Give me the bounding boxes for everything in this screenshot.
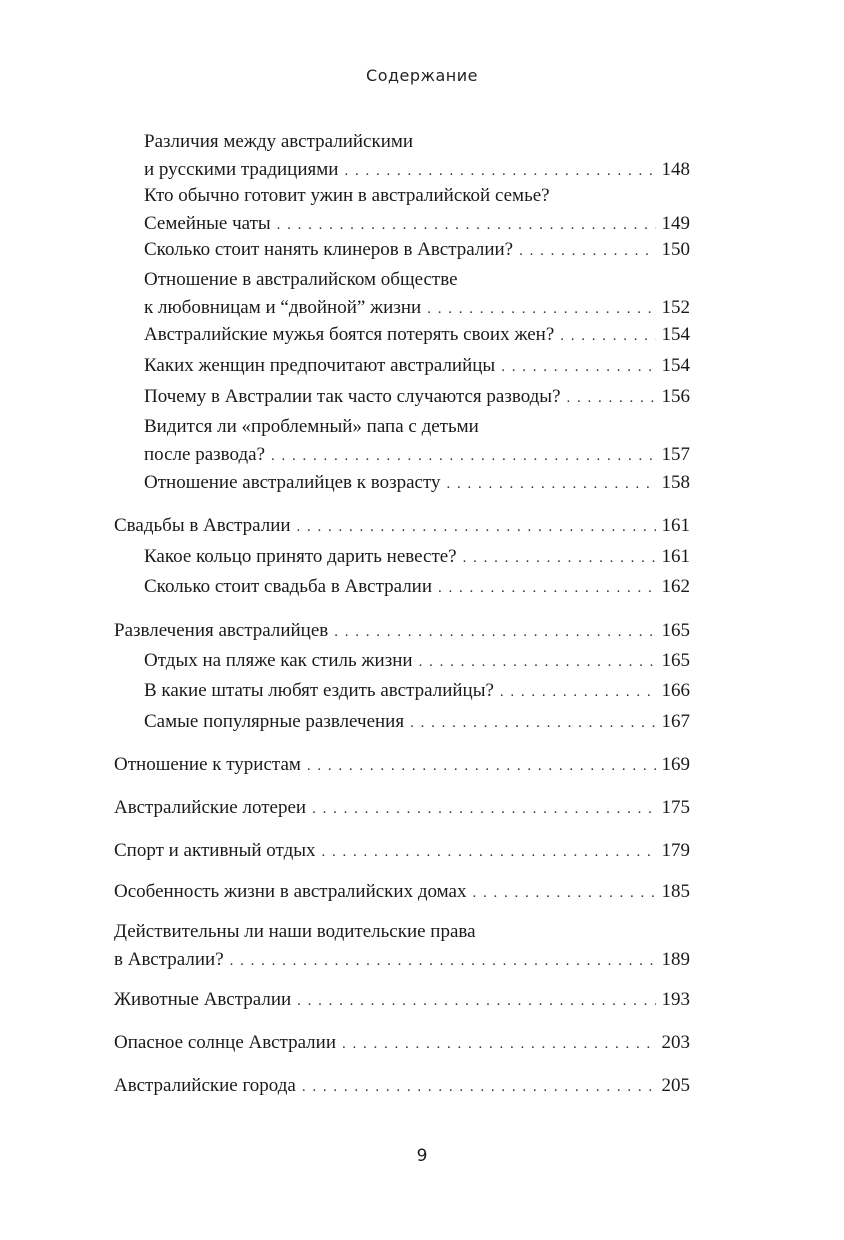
toc-entry-title: Австралийские лотереи bbox=[114, 797, 307, 818]
toc-page-number: 169 bbox=[661, 754, 690, 775]
dot-leader bbox=[560, 322, 656, 350]
dot-leader bbox=[297, 513, 656, 541]
dot-leader bbox=[419, 648, 656, 676]
toc-entry-title: Отдых на пляже как стиль жизни bbox=[144, 650, 413, 671]
toc-page-number: 150 bbox=[661, 239, 690, 260]
toc-entry[interactable] bbox=[144, 352, 690, 381]
toc-page-number: 185 bbox=[661, 881, 690, 902]
dot-leader bbox=[519, 237, 656, 265]
toc-entry-title: Опасное солнце Австралии bbox=[114, 1032, 336, 1053]
dot-leader bbox=[438, 574, 656, 602]
toc-page-number: 161 bbox=[661, 546, 690, 567]
dot-leader bbox=[344, 157, 656, 185]
toc-page-number: 162 bbox=[661, 576, 690, 597]
dot-leader bbox=[230, 947, 656, 975]
toc-page-number: 156 bbox=[661, 386, 690, 407]
toc-entry[interactable] bbox=[144, 182, 690, 239]
dot-leader bbox=[500, 678, 656, 706]
toc-entry-title: Самые популярные развлечения bbox=[144, 711, 405, 732]
dot-leader bbox=[271, 442, 656, 470]
dot-leader bbox=[447, 470, 656, 498]
dot-leader bbox=[463, 544, 656, 572]
toc-entry-title: Животные Австралии bbox=[114, 989, 292, 1010]
toc-entry-title-line1: Различия между австралийскими bbox=[144, 131, 414, 152]
toc-page-number: 161 bbox=[661, 515, 690, 536]
toc-entry-title: к любовницам и “двойной” жизни bbox=[144, 297, 422, 318]
toc-entry[interactable] bbox=[114, 986, 690, 1015]
toc-page-number: 154 bbox=[661, 324, 690, 345]
toc-page-number: 148 bbox=[661, 159, 690, 180]
toc-entry[interactable] bbox=[144, 383, 690, 412]
toc-entry-title: Сколько стоит свадьба в Австралии bbox=[144, 576, 433, 597]
toc-page-number: 166 bbox=[661, 680, 690, 701]
toc-entry-title: и русскими традициями bbox=[144, 159, 339, 180]
dot-leader bbox=[410, 709, 656, 737]
toc-entry[interactable] bbox=[114, 794, 690, 823]
toc-entry-title: Свадьбы в Австралии bbox=[114, 515, 291, 536]
toc-entry[interactable] bbox=[144, 266, 690, 323]
toc-entry[interactable] bbox=[144, 469, 690, 498]
dot-leader bbox=[307, 752, 656, 780]
dot-leader bbox=[322, 838, 656, 866]
dot-leader bbox=[472, 879, 656, 907]
toc-entry[interactable] bbox=[114, 617, 690, 646]
dot-leader bbox=[302, 1073, 656, 1101]
dot-leader bbox=[342, 1030, 656, 1058]
toc-entry-title: Каких женщин предпочитают австралийцы bbox=[144, 355, 496, 376]
toc-page-number: 193 bbox=[661, 989, 690, 1010]
dot-leader bbox=[312, 795, 656, 823]
dot-leader bbox=[427, 295, 656, 323]
toc-entry[interactable] bbox=[144, 647, 690, 676]
toc-entry[interactable] bbox=[144, 708, 690, 737]
toc-page-number: 149 bbox=[661, 213, 690, 234]
toc-entry[interactable] bbox=[114, 878, 690, 907]
toc-entry-title: В какие штаты любят ездить австралийцы? bbox=[144, 680, 494, 701]
toc-page-number: 203 bbox=[661, 1032, 690, 1053]
toc-entry-title-line1: Отношение в австралийском обществе bbox=[144, 269, 458, 290]
toc-entry-title: после развода? bbox=[144, 444, 266, 465]
toc-page-number: 179 bbox=[661, 840, 690, 861]
toc-entry-title: Отношение австралийцев к возрасту bbox=[144, 472, 441, 493]
toc-entry-title: Почему в Австралии так часто случаются разводы? bbox=[144, 386, 561, 407]
toc-entry[interactable] bbox=[144, 321, 690, 350]
toc-page-number: 165 bbox=[661, 620, 690, 641]
dot-leader bbox=[277, 211, 656, 239]
toc-entry[interactable] bbox=[144, 413, 690, 470]
toc-entry-title: Семейные чаты bbox=[144, 213, 271, 234]
toc-page-number: 189 bbox=[661, 949, 690, 970]
toc-entry-title: Австралийские мужья боятся потерять своих жен? bbox=[144, 324, 555, 345]
toc-entry[interactable] bbox=[144, 236, 690, 265]
toc-page-number: 154 bbox=[661, 355, 690, 376]
toc-entry[interactable] bbox=[144, 677, 690, 706]
toc-page-number: 157 bbox=[661, 444, 690, 465]
toc-entry-title: Сколько стоит нанять клинеров в Австралии? bbox=[144, 239, 514, 260]
dot-leader bbox=[297, 987, 656, 1015]
toc-page-number: 158 bbox=[661, 472, 690, 493]
toc-page-number: 175 bbox=[661, 797, 690, 818]
toc-entry[interactable] bbox=[114, 512, 690, 541]
toc-entry-title-line1: Кто обычно готовит ужин в австралийской семье? bbox=[144, 185, 550, 206]
toc-entry-title-line1: Видится ли «проблемный» папа с детьми bbox=[144, 416, 479, 437]
toc-entry-title: Отношение к туристам bbox=[114, 754, 301, 775]
dot-leader bbox=[567, 384, 656, 412]
toc-entry[interactable] bbox=[114, 1072, 690, 1101]
toc-entry[interactable] bbox=[114, 1029, 690, 1058]
toc-entry[interactable] bbox=[114, 751, 690, 780]
toc-page-number: 205 bbox=[661, 1075, 690, 1096]
toc-entry-title: Спорт и активный отдых bbox=[114, 840, 316, 861]
dot-leader bbox=[334, 618, 656, 646]
toc-page-number: 152 bbox=[661, 297, 690, 318]
toc-entry-title: в Австралии? bbox=[114, 949, 224, 970]
toc-page-number: 167 bbox=[661, 711, 690, 732]
toc-entry[interactable] bbox=[144, 128, 690, 185]
toc-entry-title-line1: Действительны ли наши водительские права bbox=[114, 921, 476, 942]
toc-entry-title: Какое кольцо принято дарить невесте? bbox=[144, 546, 457, 567]
toc-page-number: 165 bbox=[661, 650, 690, 671]
running-header: Содержание bbox=[366, 66, 478, 85]
dot-leader bbox=[501, 353, 656, 381]
toc-entry[interactable] bbox=[114, 837, 690, 866]
toc-entry[interactable] bbox=[144, 543, 690, 572]
toc-entry-title: Развлечения австралийцев bbox=[114, 620, 329, 641]
toc-entry-title: Особенность жизни в австралийских домах bbox=[114, 881, 467, 902]
toc-entry[interactable] bbox=[114, 918, 690, 975]
toc-entry[interactable] bbox=[144, 573, 690, 602]
page-number: 9 bbox=[416, 1146, 428, 1166]
toc-entry-title: Австралийские города bbox=[114, 1075, 296, 1096]
